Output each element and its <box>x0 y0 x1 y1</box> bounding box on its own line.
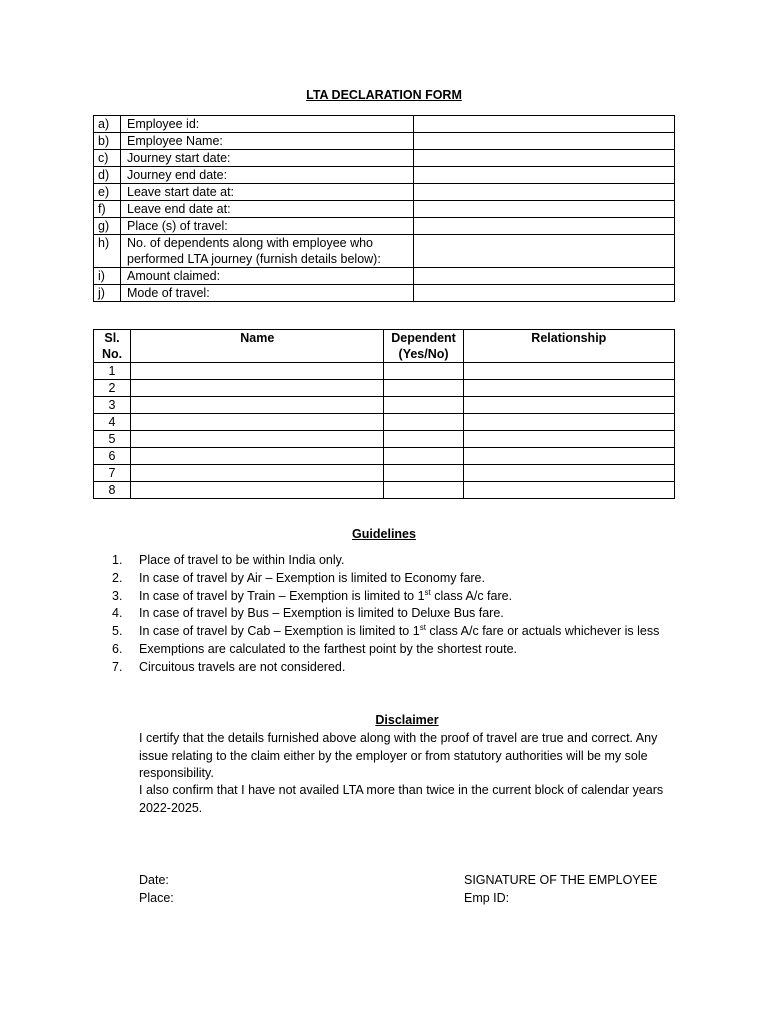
dependent-row <box>94 431 675 448</box>
info-row <box>94 235 675 268</box>
info-row-value-field[interactable] <box>414 235 675 268</box>
dependents-table <box>93 329 675 499</box>
sl-header-line1: Sl. <box>104 331 120 345</box>
guideline-text: Circuitous travels are not considered. <box>139 659 346 674</box>
signature-label: SIGNATURE OF THE EMPLOYEE <box>464 873 658 887</box>
guideline-text: In case of travel by Train – Exemption is limited to 1 <box>139 588 425 603</box>
dependent-row <box>94 448 675 465</box>
dependent-yes-no-cell[interactable] <box>384 363 463 380</box>
guideline-item <box>112 588 659 606</box>
dependent-relationship-cell[interactable] <box>463 380 674 397</box>
info-row-index: i) <box>94 268 121 285</box>
dependent-row <box>94 414 675 431</box>
info-row-index: e) <box>94 184 121 201</box>
info-row-label: Place (s) of travel: <box>121 218 414 235</box>
dependent-row-number: 8 <box>94 482 131 499</box>
guideline-text: In case of travel by Cab – Exemption is limited to 1 <box>139 624 420 639</box>
guideline-text-continued: class A/c fare or actuals whichever is less <box>425 624 660 639</box>
guideline-number: 2. <box>112 570 123 585</box>
info-row-label: Amount claimed: <box>121 268 414 285</box>
dependent-row <box>94 482 675 499</box>
emp-id-label: Emp ID: <box>464 891 510 905</box>
dependent-row <box>94 465 675 482</box>
guideline-superscript: st <box>419 623 426 633</box>
dependent-header-line2: (Yes/No) <box>398 347 449 361</box>
sl-header-line2: No. <box>101 347 123 361</box>
guideline-text-continued: class A/c fare. <box>430 588 513 603</box>
relationship-header: Relationship <box>463 330 674 363</box>
info-row-label: Journey end date: <box>121 167 414 184</box>
dependent-row-number: 1 <box>94 363 131 380</box>
dependent-relationship-cell[interactable] <box>463 397 674 414</box>
guideline-text: In case of travel by Air – Exemption is limited to Economy fare. <box>139 570 485 585</box>
info-row-value-field[interactable] <box>414 285 675 302</box>
dependent-relationship-cell[interactable] <box>463 465 674 482</box>
info-row <box>94 201 675 218</box>
guideline-number: 7. <box>112 659 123 674</box>
dependent-yes-no-cell[interactable] <box>384 448 463 465</box>
dependent-relationship-cell[interactable] <box>463 414 674 431</box>
info-row-value-field[interactable] <box>414 184 675 201</box>
guidelines-heading: Guidelines <box>352 527 416 541</box>
guideline-item <box>112 659 659 677</box>
info-row-label: Employee id: <box>121 116 414 133</box>
disclaimer-paragraph-2: I also confirm that I have not availed LTA more than twice in the current block of calendar years 2022-2025. <box>139 783 664 815</box>
info-row-index: f) <box>94 201 121 218</box>
info-row-value-field[interactable] <box>414 201 675 218</box>
info-row-label: No. of dependents along with employee who performed LTA journey (furnish details below): <box>121 235 414 268</box>
dependent-name-cell[interactable] <box>131 414 384 431</box>
info-row-label: Leave end date at: <box>121 201 414 218</box>
form-title: LTA DECLARATION FORM <box>306 88 462 102</box>
info-row-value-field[interactable] <box>414 133 675 150</box>
disclaimer-heading: Disclaimer <box>375 713 439 727</box>
guideline-item <box>112 552 659 570</box>
info-row <box>94 150 675 167</box>
info-row-label: Journey start date: <box>121 150 414 167</box>
dependent-yes-no-cell[interactable] <box>384 431 463 448</box>
dependent-name-cell[interactable] <box>131 465 384 482</box>
dependent-name-cell[interactable] <box>131 448 384 465</box>
dependent-row <box>94 380 675 397</box>
dependent-relationship-cell[interactable] <box>463 431 674 448</box>
info-row-value-field[interactable] <box>414 150 675 167</box>
dependent-name-cell[interactable] <box>131 397 384 414</box>
guideline-number: 5. <box>112 624 123 639</box>
info-row-index: h) <box>94 235 121 268</box>
employee-info-table <box>93 115 675 302</box>
place-label: Place: <box>139 891 174 905</box>
info-row <box>94 285 675 302</box>
dependent-row-number: 6 <box>94 448 131 465</box>
info-row <box>94 116 675 133</box>
guideline-number: 4. <box>112 606 123 621</box>
dependent-yes-no-cell[interactable] <box>384 397 463 414</box>
guideline-number: 1. <box>112 553 123 567</box>
dependent-header <box>384 330 463 363</box>
guideline-text: Exemptions are calculated to the farthest point by the shortest route. <box>139 641 517 656</box>
info-row-index: c) <box>94 150 121 167</box>
info-row-value-field[interactable] <box>414 218 675 235</box>
guideline-item <box>112 623 659 641</box>
info-row <box>94 167 675 184</box>
dependent-row-number: 7 <box>94 465 131 482</box>
dependent-row-number: 3 <box>94 397 131 414</box>
info-row-label: Employee Name: <box>121 133 414 150</box>
dependent-name-cell[interactable] <box>131 431 384 448</box>
guidelines-list <box>112 552 659 677</box>
info-row-value-field[interactable] <box>414 268 675 285</box>
info-row <box>94 218 675 235</box>
dependent-relationship-cell[interactable] <box>463 482 674 499</box>
dependent-row-number: 5 <box>94 431 131 448</box>
dependent-name-cell[interactable] <box>131 363 384 380</box>
dependents-header-row <box>94 330 675 363</box>
guideline-superscript: st <box>424 587 431 597</box>
info-row <box>94 268 675 285</box>
dependent-yes-no-cell[interactable] <box>384 465 463 482</box>
guideline-item <box>112 641 659 659</box>
disclaimer-paragraph-1: I certify that the details furnished above along with the proof of travel are true and correct. Any issue relating to the claim either by the employer or from statutory authorities will be my sole responsibility. <box>139 731 658 781</box>
info-row-value-field[interactable] <box>414 116 675 133</box>
dependent-relationship-cell[interactable] <box>463 448 674 465</box>
info-row-label: Mode of travel: <box>121 285 414 302</box>
guideline-number: 3. <box>112 588 123 603</box>
name-header: Name <box>131 330 384 363</box>
guideline-text: In case of travel by Bus – Exemption is limited to Deluxe Bus fare. <box>139 606 504 621</box>
info-row-label: Leave start date at: <box>121 184 414 201</box>
guideline-item <box>112 570 659 588</box>
info-row-index: g) <box>94 218 121 235</box>
info-row-index: b) <box>94 133 121 150</box>
dependent-yes-no-cell[interactable] <box>384 380 463 397</box>
dependent-name-cell[interactable] <box>131 482 384 499</box>
info-row <box>94 133 675 150</box>
sl-no-header <box>94 330 131 363</box>
info-row-index: j) <box>94 285 121 302</box>
info-row <box>94 184 675 201</box>
dependent-row <box>94 363 675 380</box>
dependent-row <box>94 397 675 414</box>
dependent-yes-no-cell[interactable] <box>384 482 463 499</box>
info-row-value-field[interactable] <box>414 167 675 184</box>
dependent-row-number: 2 <box>94 380 131 397</box>
date-label: Date: <box>139 873 169 887</box>
guideline-item <box>112 605 659 623</box>
guideline-text: Place of travel to be within India only. <box>139 553 345 567</box>
dependent-yes-no-cell[interactable] <box>384 414 463 431</box>
dependent-header-line1: Dependent <box>391 331 456 345</box>
guideline-number: 6. <box>112 641 123 656</box>
dependent-relationship-cell[interactable] <box>463 363 674 380</box>
dependent-row-number: 4 <box>94 414 131 431</box>
info-row-index: a) <box>94 116 121 133</box>
info-row-index: d) <box>94 167 121 184</box>
dependent-name-cell[interactable] <box>131 380 384 397</box>
